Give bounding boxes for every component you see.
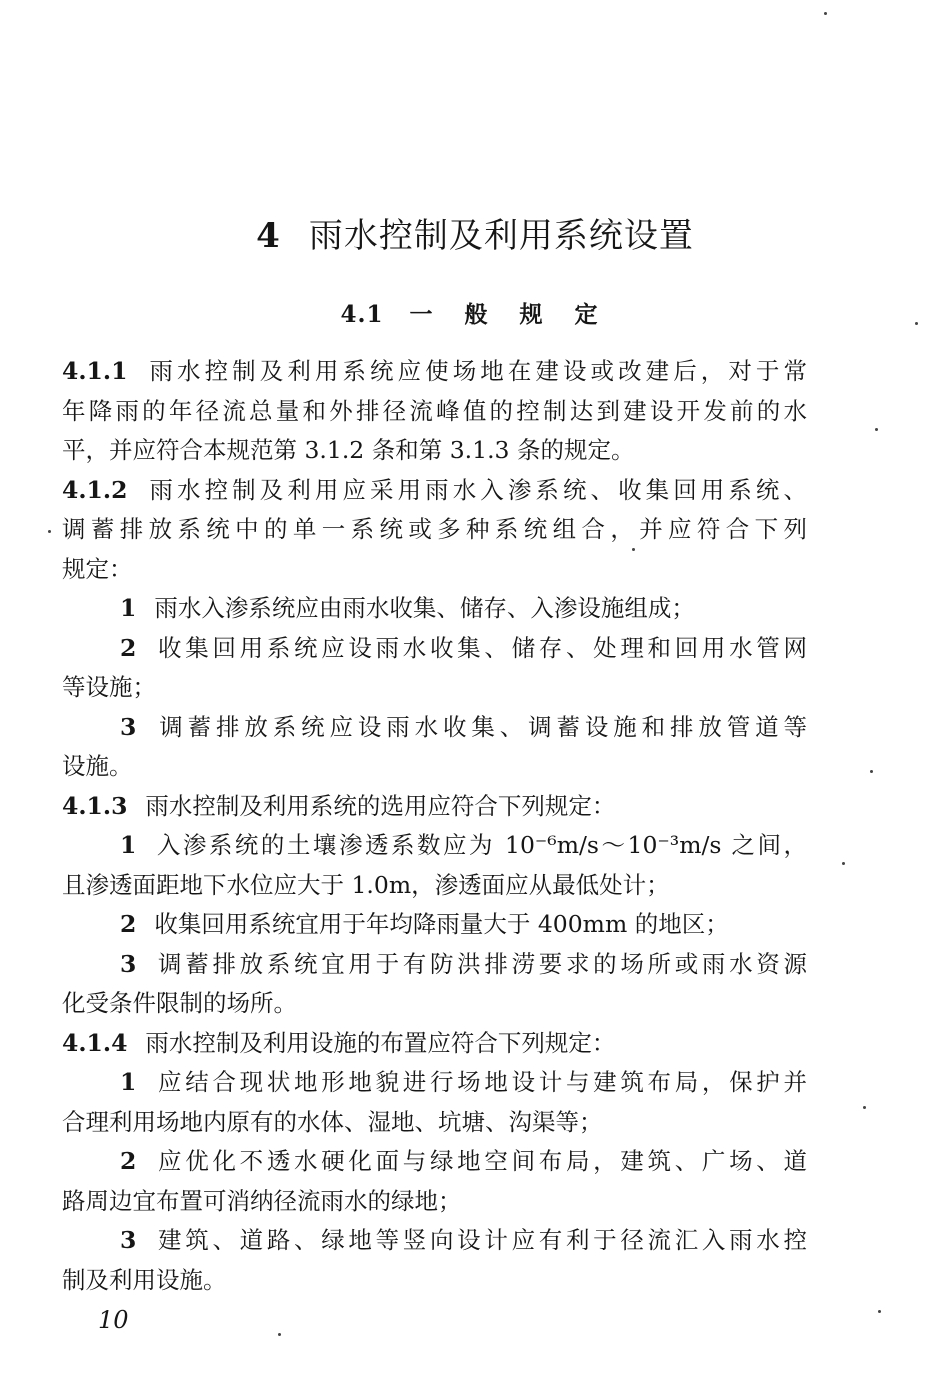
scan-speck xyxy=(48,530,51,533)
line-text: 调蓄排放系统宜用于有防洪排涝要求的场所或雨水资源 xyxy=(154,949,807,978)
item-number: 2 xyxy=(120,1147,137,1175)
section-title-text: 一 般 规 定 xyxy=(409,301,610,328)
chapter-title-text: 雨水控制及利用系统设置 xyxy=(308,216,694,256)
item-number: 3 xyxy=(120,1226,137,1254)
item-line xyxy=(62,1142,807,1182)
scan-speck xyxy=(870,770,873,773)
clause-number: 4.1.2 xyxy=(62,475,128,504)
line-text: 雨水控制及利用系统应使场地在建设或改建后，对于常 xyxy=(145,357,807,385)
item-line xyxy=(62,826,807,866)
item-line xyxy=(62,668,807,708)
scan-speck xyxy=(824,12,827,15)
item-number: 1 xyxy=(120,1068,137,1096)
line-text: 收集回用系统应设雨水收集、储存、处理和回用水管网 xyxy=(154,633,807,662)
clause-line xyxy=(62,352,807,392)
line-text: 应结合现状地形地貌进行场地设计与建筑布局，保护并 xyxy=(154,1068,807,1096)
line-text: 应优化不透水硬化面与绿地空间布局，建筑、广场、道 xyxy=(154,1147,807,1175)
item-line xyxy=(62,708,807,748)
clause-number: 4.1.1 xyxy=(62,357,128,385)
clause-number: 4.1.3 xyxy=(62,791,128,820)
line-text: 平，并应符合本规范第 3.1.2 条和第 3.1.3 条的规定。 xyxy=(62,436,635,464)
line-text: 雨水入渗系统应由雨水收集、储存、入渗设施组成； xyxy=(154,594,695,622)
item-line xyxy=(62,1261,807,1301)
clause-line xyxy=(62,550,807,590)
item-line xyxy=(62,747,807,787)
line-text: 入渗系统的土壤渗透系数应为 10⁻⁶m/s～10⁻³m/s 之间， xyxy=(154,831,807,859)
item-line xyxy=(62,1182,807,1222)
line-text: 合理利用场地内原有的水体、湿地、坑塘、沟渠等； xyxy=(62,1107,603,1136)
item-line xyxy=(62,866,807,906)
item-number: 2 xyxy=(120,633,137,662)
section-number: 4.1 xyxy=(340,301,384,328)
line-text: 雨水控制及利用系统的选用应符合下列规定： xyxy=(145,791,616,820)
line-text: 建筑、道路、绿地等竖向设计应有利于径流汇入雨水控 xyxy=(154,1226,807,1254)
item-line xyxy=(62,905,807,945)
scan-speck xyxy=(878,1310,881,1313)
line-text: 化受条件限制的场所。 xyxy=(62,989,297,1017)
item-number: 2 xyxy=(120,910,137,938)
scan-speck xyxy=(278,1333,281,1336)
item-line xyxy=(62,1063,807,1103)
line-text: 制及利用设施。 xyxy=(62,1265,227,1294)
section-title xyxy=(0,296,950,329)
line-text: 收集回用系统宜用于年均降雨量大于 400mm 的地区； xyxy=(154,910,729,938)
line-text: 路周边宜布置可消纳径流雨水的绿地； xyxy=(62,1186,462,1215)
clause-line xyxy=(62,1024,807,1064)
line-text: 设施。 xyxy=(62,752,133,780)
item-number: 3 xyxy=(120,712,137,741)
item-number: 3 xyxy=(120,949,137,978)
item-line xyxy=(62,1103,807,1143)
line-text: 等设施； xyxy=(62,673,156,701)
item-number: 1 xyxy=(120,594,137,622)
scan-speck xyxy=(875,428,878,431)
clause-line xyxy=(62,510,807,550)
clause-line xyxy=(62,392,807,432)
line-text: 雨水控制及利用设施的布置应符合下列规定： xyxy=(145,1028,616,1057)
document-body xyxy=(62,352,807,1300)
item-line xyxy=(62,1221,807,1261)
scan-speck xyxy=(915,322,918,325)
line-text: 且渗透面距地下水位应大于 1.0m，渗透面应从最低处计； xyxy=(62,870,670,899)
clause-line xyxy=(62,431,807,471)
line-text: 年降雨的年径流总量和外排径流峰值的控制达到建设开发前的水 xyxy=(62,396,807,425)
item-line xyxy=(62,629,807,669)
chapter-title xyxy=(0,208,950,257)
scan-speck xyxy=(842,862,845,865)
item-line xyxy=(62,589,807,629)
clause-line xyxy=(62,787,807,827)
line-text: 调蓄排放系统中的单一系统或多种系统组合，并应符合下列 xyxy=(62,515,807,543)
chapter-number: 4 xyxy=(256,216,281,256)
line-text: 规定： xyxy=(62,554,133,583)
scan-speck xyxy=(863,1106,866,1109)
item-line xyxy=(62,945,807,985)
line-text: 雨水控制及利用应采用雨水入渗系统、收集回用系统、 xyxy=(145,475,807,504)
item-line xyxy=(62,984,807,1024)
item-number: 1 xyxy=(120,831,137,859)
page-number: 10 xyxy=(98,1306,129,1334)
line-text: 调蓄排放系统应设雨水收集、调蓄设施和排放管道等 xyxy=(154,712,807,741)
clause-line xyxy=(62,471,807,511)
scan-speck xyxy=(632,548,635,551)
clause-number: 4.1.4 xyxy=(62,1028,128,1057)
